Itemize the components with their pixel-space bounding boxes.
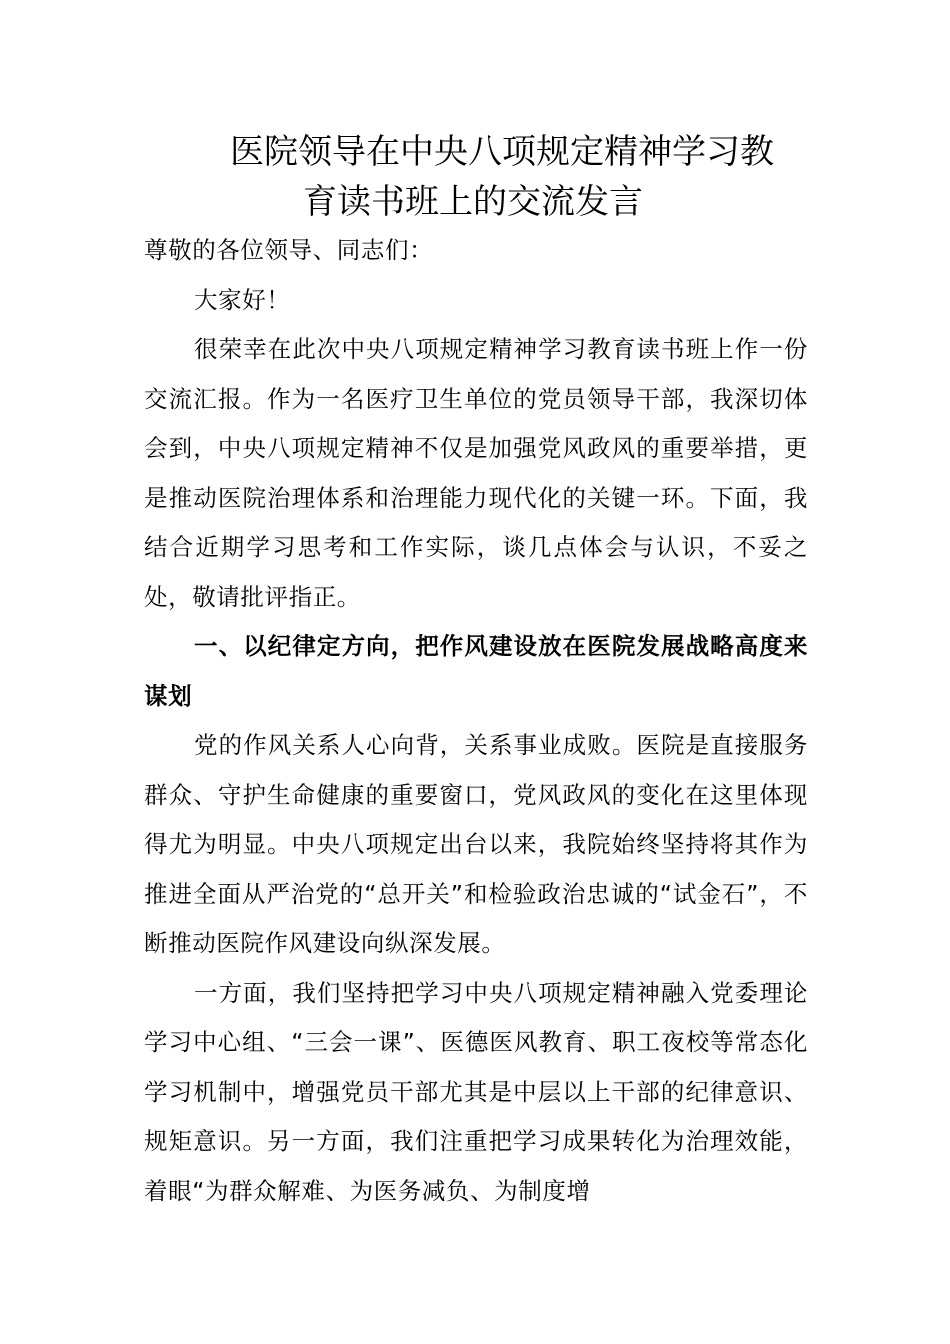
document-body bbox=[144, 226, 808, 1216]
greeting: 大家好！ bbox=[194, 285, 291, 314]
section-1-paragraph: 一方面，我们坚持把学习中央八项规定精神融入党委理论学习中心组、“三会一课”、医德医风教育、职工夜校等常态化学习机制中，增强党员干部尤其是中层以上干部的纪律意识、规矩意识。另一方面，我们注重把学习成果转化为治理效能，着眼“为群众解难、为医务减负、为制度增 bbox=[144, 978, 808, 1205]
document-title-line-1: 医院领导在中央八项规定精神学习教 bbox=[230, 132, 774, 172]
intro-paragraph: 很荣幸在此次中央八项规定精神学习教育读书班上作一份交流汇报。作为一名医疗卫生单位的党员领导干部，我深切体会到，中央八项规定精神不仅是加强党风政风的重要举措，更是推动医院治理体系和治理能力现代化的关键一环。下面，我结合近期学习思考和工作实际，谈几点体会与认识，不妥之处，敬请批评指正。 bbox=[144, 335, 808, 611]
document-title-line-2: 育读书班上的交流发言 bbox=[303, 182, 643, 222]
section-heading-1: 一、以纪律定方向，把作风建设放在医院发展战略高度来谋划 bbox=[144, 632, 808, 710]
salutation: 尊敬的各位领导、同志们： bbox=[144, 236, 434, 264]
section-1-paragraph: 党的作风关系人心向背，关系事业成败。医院是直接服务群众、守护生命健康的重要窗口，党风政风的变化在这里体现得尤为明显。中央八项规定出台以来，我院始终坚持将其作为推进全面从严治党的“总开关”和检验政治忠诚的“试金石”，不断推动医院作风建设向纵深发展。 bbox=[144, 731, 808, 957]
